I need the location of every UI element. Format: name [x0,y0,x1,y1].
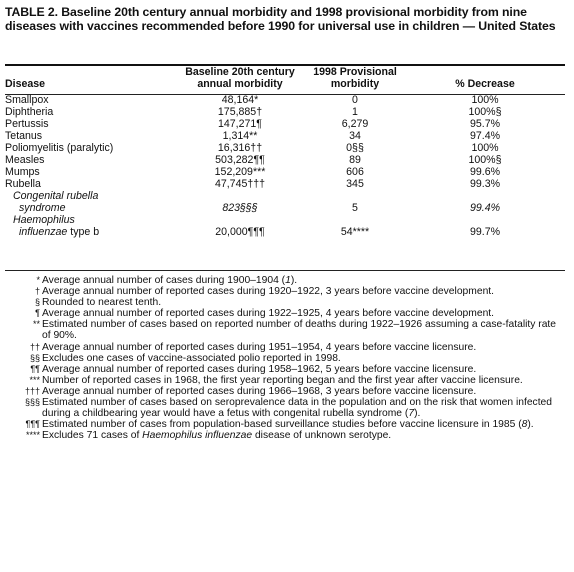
table-row: Smallpox 48,164* 0 100% [5,94,499,106]
table-row-crs-label: Congenital rubella [13,190,99,202]
table-row: Diphtheria 175,885† 1 100%§ [5,106,502,118]
table-row: Tetanus 1,314** 34 97.4% [5,130,501,142]
footnote: §§ Excludes one cases of vaccine-associated polio reported in 1998. [29,352,341,364]
table-row: Mumps 152,209*** 606 99.6% [5,166,501,178]
footnote: ¶¶¶ Estimated number of cases from population-based surveillance studies before vaccine licensure in 1985 (8). [25,419,534,431]
header-rule [5,94,565,95]
table-title: TABLE 2. Baseline 20th century annual morbidity and 1998 provisional morbidity from nine diseases with vaccines recommended before 1990 for universal use in children — United States [5,5,556,33]
table-row-hib-label: Haemophilus [13,214,75,226]
morbidity-table [5,66,565,238]
footnotes [10,275,562,441]
footnote: ††† Average annual number of reported cases during 1966–1968, 3 years before vaccine licensure. [24,385,477,397]
footnote: ¶¶ Average annual number of reported cases during 1958–1962, 5 years before vaccine licensure. [30,363,477,375]
table-row: Poliomyelitis (paralytic) 16,316†† 0§§ 100% [5,142,499,154]
table-row: Rubella 47,745††† 345 99.3% [5,178,501,190]
col-header-decrease: % Decrease [455,78,515,90]
footnote: † Average annual number of reported cases during 1920–1922, 3 years before vaccine development. [34,286,495,298]
bottom-rule [5,270,565,271]
footnote: § Rounded to nearest tenth. [34,297,162,309]
col-header-disease: Disease [5,78,46,90]
footnote: * Average annual number of cases during 1900–1904 (1). [36,275,298,286]
table-row: Measles 503,282¶¶ 89 100%§ [5,154,502,166]
table-row-hib: influenzae type b 20,000¶¶¶ 54**** 99.7% [19,226,501,238]
footnote: ** Estimated number of cases based on reported number of deaths during 1922–1926 assuming a case-fatality rate of 90%. [32,319,557,342]
col-header-baseline: Baseline 20th century annual morbidity [185,66,295,90]
footnote: ¶ Average annual number of reported cases during 1922–1925, 4 years before vaccine development. [35,308,495,320]
footnote: §§§ Estimated number of cases based on seroprevalence data in the population and on the risk that women infected during a childbearing year would have a fetus with congenital rubella syndrome (7). [24,397,553,420]
header-row [5,66,565,90]
footnote: †† Average annual number of reported cases during 1951–1954, 4 years before vaccine licensure. [29,341,477,353]
footnote: *** Number of reported cases in 1968, the first year reporting began and the first year after vaccine licensure. [29,374,523,386]
footnote: **** Excludes 71 cases of Haemophilus influenzae disease of unknown serotype. [25,430,392,442]
table-row: Pertussis 147,271¶ 6,279 95.7% [5,118,501,130]
col-header-provisional: 1998 Provisional morbidity [313,66,397,90]
table-row-crs: syndrome 823§§§ 5 99.4% [19,202,501,214]
